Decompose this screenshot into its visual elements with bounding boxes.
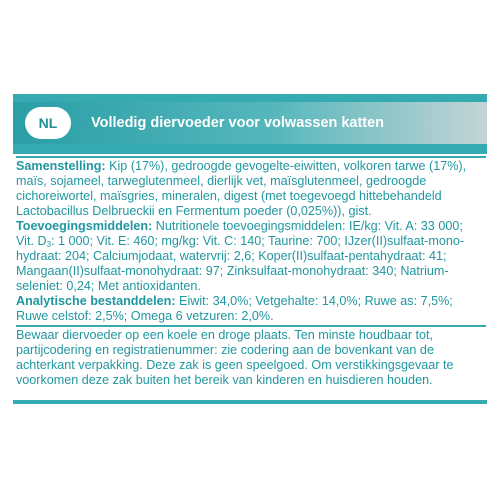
label-text [16,155,486,388]
product-label-panel [13,94,487,404]
additives-text: Nutritionele toevoegingsmiddelen: IE/kg: Vit. A: 33 000; [152,219,463,233]
product-title: Volledig diervoeder voor volwassen katten [91,115,385,131]
analytical-heading: Analytische bestanddelen: [16,294,176,308]
composition-line [16,159,486,174]
additives-line [16,219,486,234]
additives-heading: Toevoegingsmiddelen: [16,219,153,233]
additives-section [16,219,486,294]
language-badge: NL [25,107,71,139]
additives-text: Vit. D [16,234,47,248]
analytical-line: Ruwe celstof: 2,5%; Omega 6 vetzuren: 2,0%. [16,309,274,323]
composition-line: Lactobacillus Delbrueckii en Fermentum poeder (0,025%)), gist. [16,204,372,218]
analytical-line [16,294,486,309]
storage-section [16,325,486,388]
composition-section [16,156,486,219]
label-header [13,102,487,144]
additives-line: hydraat: 204; Calciumjodaat, watervrij: 2,6; Koper(II)sulfaat-pentahydraat: 41; [16,249,447,263]
composition-text: Kip (17%), gedroogde gevogelte-eiwitten, volkoren tarwe (17%), [105,159,467,173]
additives-line: seleniet: 0,24; Met antioxidanten. [16,279,201,293]
additives-text: : 1 000; Vit. E: 460; mg/kg: Vit. C: 140; Taurine: 700; IJzer(II)sulfaat-mono- [51,234,465,248]
storage-line: partijcodering en registratienummer: zie codering aan de bovenkant van de [16,343,434,357]
analytical-section [16,294,486,324]
analytical-text: Eiwit: 34,0%; Vetgehalte: 14,0%; Ruwe as: 7,5%; [175,294,453,308]
storage-line: achterkant verpakking. Deze zak is geen speelgoed. Om verstikkingsgevaar te [16,358,454,372]
storage-line: Bewaar diervoeder op een koele en droge plaats. Ten minste houdbaar tot, [16,328,434,342]
label-body [13,154,487,400]
additives-line [16,234,486,249]
composition-heading: Samenstelling: [16,159,106,173]
subscript-3: 3 [46,240,52,249]
additives-line: Mangaan(II)sulfaat-monohydraat: 97; Zinksulfaat-monohydraat: 340; Natrium- [16,264,449,278]
composition-line: cichoreiwortel, maïsgries, mineralen, digest (met toegevoegd hittebehandeld [16,189,442,203]
storage-line: voorkomen deze zak buiten het bereik van kinderen en huisdieren houden. [16,373,433,387]
composition-line: maïs, sojameel, tarweglutenmeel, dierlijk vet, maïsglutenmeel, gedroogde [16,174,427,188]
